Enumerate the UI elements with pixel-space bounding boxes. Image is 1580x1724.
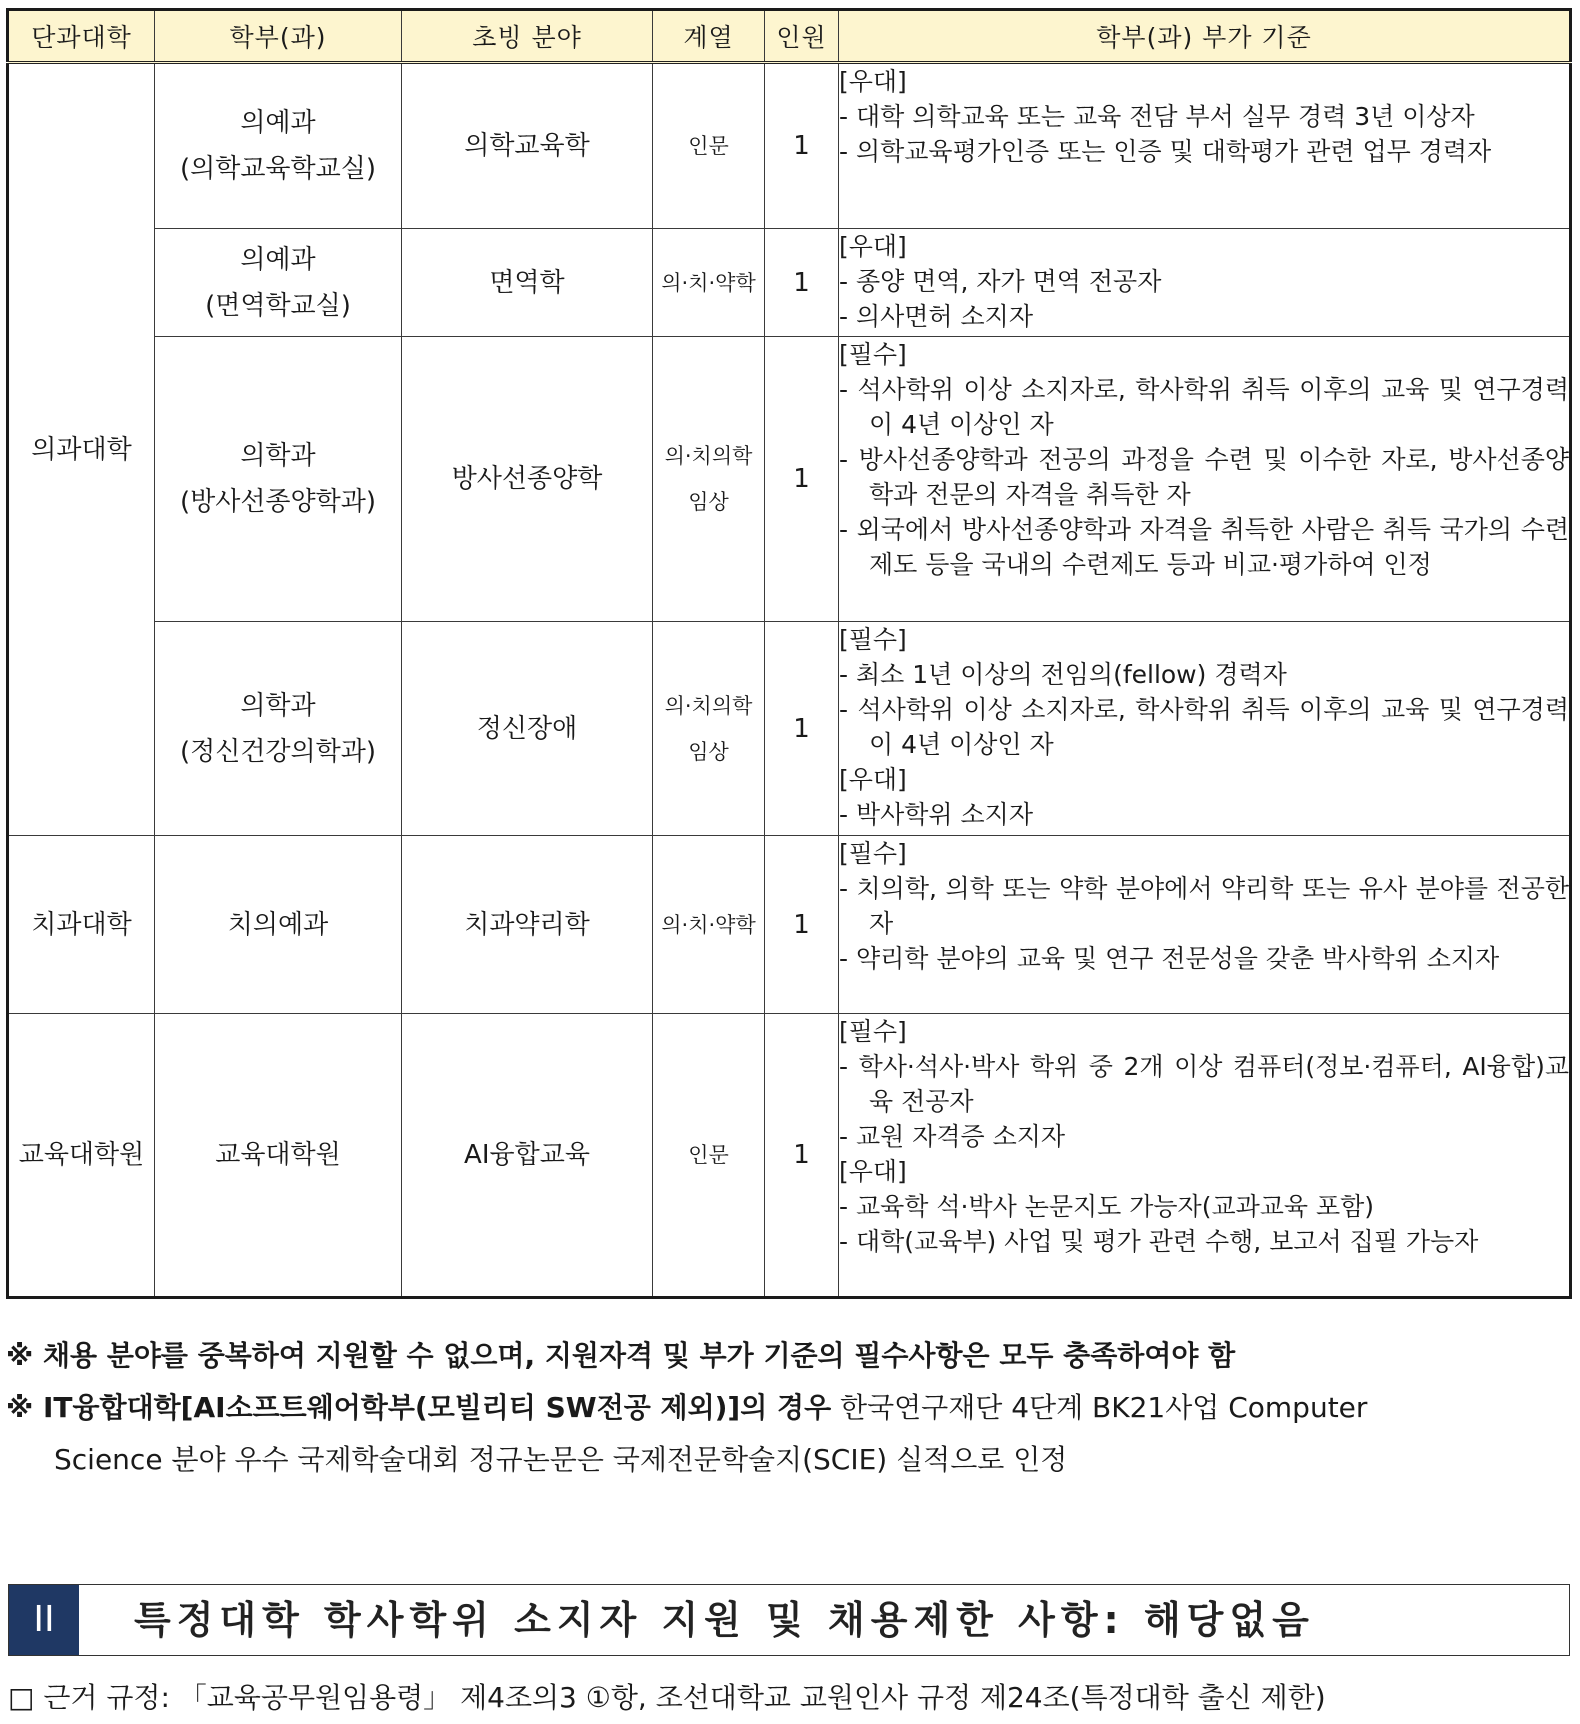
department-sub: (방사선종양학과) [179,487,377,517]
college-cell: 교육대학원 [8,1014,155,1298]
header-field: 초빙 분야 [402,10,653,63]
criteria-heading: [우대] [839,765,907,794]
department-name: 의예과 [240,244,316,275]
note-it-college-rest: 한국연구재단 4단계 BK21사업 Computer [831,1391,1368,1424]
rule-text: 근거 규정: 「교육공무원임용령」 제4조의3 ①항, 조선대학교 교원인사 규정 제24조(특정대학 출신 제한) [43,1681,1326,1714]
table-row [8,836,1571,1014]
track-line: 임상 [688,739,729,764]
department-sub: (의학교육학교실) [179,154,377,184]
count-cell: 1 [765,63,839,229]
criteria-cell [839,836,1571,1014]
header-college: 단과대학 [8,10,155,63]
college-cell: 치과대학 [8,836,155,1014]
criteria-item: - 의사면허 소지자 [839,302,1033,331]
notes [6,1330,1580,1486]
track-line: 의·치의학 [664,444,753,468]
department-name: 의예과 [240,108,316,138]
criteria-cell [839,63,1571,229]
track-cell [653,836,765,1014]
criteria-item: - 의학교육평가인증 또는 인증 및 대학평가 관련 업무 경력자 [839,137,1492,166]
criteria-heading: [우대] [839,67,907,96]
count-cell: 1 [765,622,839,836]
note-duplicate-application: ※ 채용 분야를 중복하여 지원할 수 없으며, 지원자격 및 부가 기준의 필수사항은 모두 충족하여야 함 [6,1339,1236,1372]
department-name: 의학과 [240,441,316,471]
criteria-item: - 대학 의학교육 또는 교육 전담 부서 실무 경력 3년 이상자 [839,102,1475,131]
header-department: 학부(과) [155,10,402,63]
header-criteria: 학부(과) 부가 기준 [839,10,1571,63]
table-row [8,63,1571,229]
count-cell: 1 [765,836,839,1014]
track-line: 의·치·약학 [661,912,756,937]
track-line: 임상 [688,490,729,514]
department-cell [155,63,402,229]
criteria-item: - 약리학 분야의 교육 및 연구 전문성을 갖춘 박사학위 소지자 [839,944,1500,973]
criteria-heading: [필수] [839,340,907,369]
criteria-heading: [필수] [839,1017,907,1046]
note-it-college-line2: Science 분야 우수 국제학술대회 정규논문은 국제전문학술지(SCIE) 실적으로 인정 [54,1443,1068,1476]
field-cell: 방사선종양학 [402,337,653,622]
note-it-college [6,1382,1580,1434]
department-cell [155,337,402,622]
track-cell [653,229,765,337]
criteria-heading: [우대] [839,232,907,261]
criteria-item: - 학사·석사·박사 학위 중 2개 이상 컴퓨터(정보·컴퓨터, AI융합)교육 전공자 [839,1052,1569,1116]
department-cell [155,1014,402,1298]
criteria-cell [839,1014,1571,1298]
criteria-item: - 석사학위 이상 소지자로, 학사학위 취득 이후의 교육 및 연구경력이 4년 이상인 자 [839,375,1569,439]
header-track: 계열 [653,10,765,63]
section-title: 특정대학 학사학위 소지자 지원 및 채용제한 사항: 해당없음 [134,1598,1315,1642]
college-cell: 의과대학 [8,63,155,836]
field-cell: 면역학 [402,229,653,337]
criteria-item: - 치의학, 의학 또는 약학 분야에서 약리학 또는 유사 분야를 전공한 자 [839,874,1569,938]
table-row [8,622,1571,836]
table-row [8,229,1571,337]
criteria-heading: [필수] [839,625,907,654]
field-cell: 정신장애 [402,622,653,836]
count-cell: 1 [765,337,839,622]
track-cell [653,63,765,229]
department-cell [155,836,402,1014]
note-it-college-bold: ※ IT융합대학[AI소프트웨어학부(모빌리티 SW전공 제외)]의 경우 [6,1391,832,1424]
count-cell: 1 [765,229,839,337]
field-cell: 의학교육학 [402,63,653,229]
criteria-item: - 방사선종양학과 전공의 과정을 수련 및 이수한 자로, 방사선종양학과 전문의 자격을 취득한 자 [839,445,1569,509]
department-sub: (면역학교실) [205,290,351,321]
criteria-item: - 박사학위 소지자 [839,800,1033,829]
header-row [8,10,1571,63]
department-name: 의학과 [240,690,316,721]
section-number: II [9,1585,79,1655]
criteria-item: - 종양 면역, 자가 면역 전공자 [839,267,1162,296]
criteria-cell [839,337,1571,622]
header-count: 인원 [765,10,839,63]
track-cell [653,622,765,836]
criteria-item: - 교원 자격증 소지자 [839,1122,1066,1151]
department-name: 교육대학원 [215,1140,341,1170]
table-row [8,1014,1571,1298]
track-line: 의·치·약학 [661,270,756,295]
track-line: 인문 [688,134,729,158]
department-cell [155,622,402,836]
checkbox-icon: □ [8,1681,35,1714]
table-row [8,337,1571,622]
department-name: 치의예과 [227,909,329,940]
criteria-cell [839,622,1571,836]
criteria-item: - 교육학 석·박사 논문지도 가능자(교과교육 포함) [839,1192,1375,1221]
track-cell [653,337,765,622]
criteria-item: - 석사학위 이상 소지자로, 학사학위 취득 이후의 교육 및 연구경력이 4년 이상인 자 [839,695,1569,759]
field-cell: AI융합교육 [402,1014,653,1298]
track-cell [653,1014,765,1298]
criteria-item: - 대학(교육부) 사업 및 평가 관련 수행, 보고서 집필 가능자 [839,1227,1479,1256]
rule-line [8,1676,1326,1720]
recruitment-table [6,8,1572,1299]
section-heading [8,1584,1570,1656]
criteria-heading: [우대] [839,1157,907,1186]
criteria-cell [839,229,1571,337]
track-line: 인문 [688,1143,729,1167]
criteria-item: - 최소 1년 이상의 전임의(fellow) 경력자 [839,660,1287,689]
criteria-item: - 외국에서 방사선종양학과 자격을 취득한 사람은 취득 국가의 수련제도 등을 국내의 수련제도 등과 비교·평가하여 인정 [839,515,1569,579]
department-sub: (정신건강의학과) [179,736,377,767]
count-cell: 1 [765,1014,839,1298]
department-cell [155,229,402,337]
field-cell: 치과약리학 [402,836,653,1014]
criteria-heading: [필수] [839,839,907,868]
track-line: 의·치의학 [664,693,753,718]
